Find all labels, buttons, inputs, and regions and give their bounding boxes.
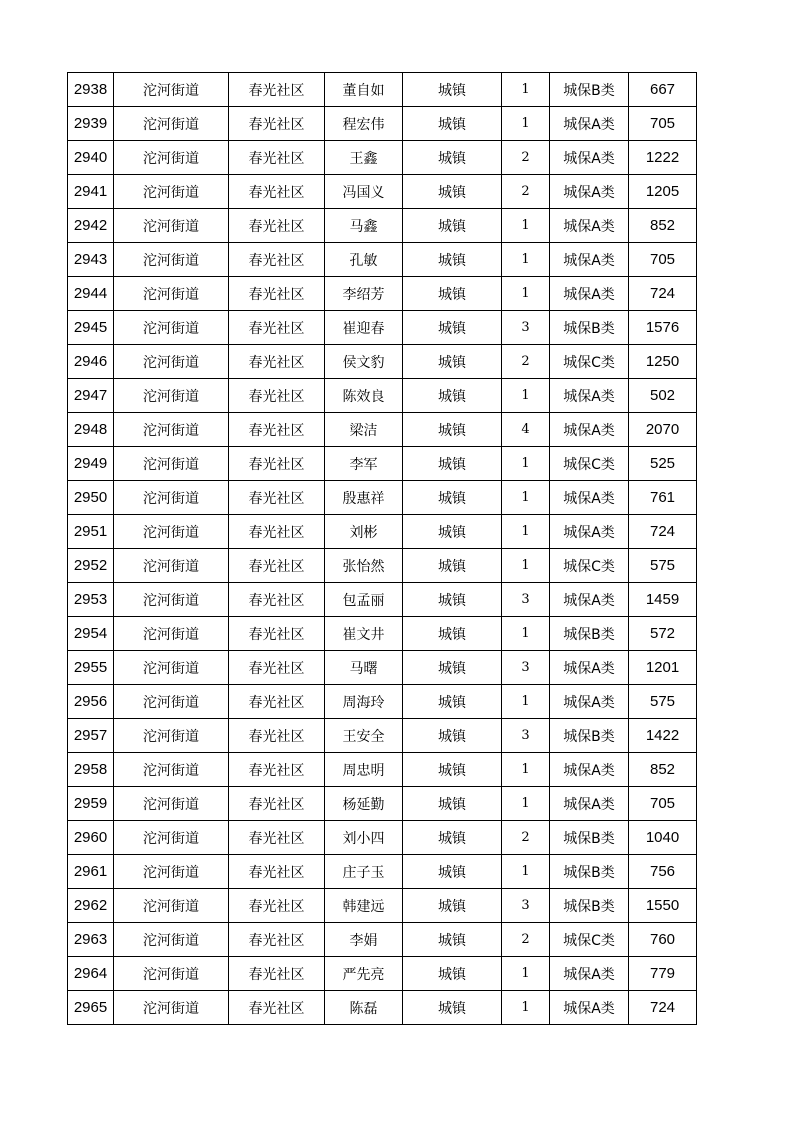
- community-cell: 春光社区: [229, 345, 325, 379]
- serial-number-cell: 2947: [68, 379, 114, 413]
- community-cell: 春光社区: [229, 515, 325, 549]
- community-cell: 春光社区: [229, 447, 325, 481]
- community-cell: 春光社区: [229, 753, 325, 787]
- table-row: [68, 889, 697, 923]
- community-cell: 春光社区: [229, 719, 325, 753]
- area-type-cell: 城镇: [403, 515, 502, 549]
- community-cell: 春光社区: [229, 923, 325, 957]
- community-cell: 春光社区: [229, 379, 325, 413]
- community-cell: 春光社区: [229, 821, 325, 855]
- household-size-cell: 2: [502, 141, 550, 175]
- area-type-cell: 城镇: [403, 413, 502, 447]
- table-row: [68, 787, 697, 821]
- name-cell: 李绍芳: [325, 277, 403, 311]
- subdistrict-cell: 沱河街道: [114, 447, 229, 481]
- household-size-cell: 2: [502, 821, 550, 855]
- subdistrict-cell: 沱河街道: [114, 719, 229, 753]
- amount-cell: 1222: [629, 141, 697, 175]
- subdistrict-cell: 沱河街道: [114, 685, 229, 719]
- community-cell: 春光社区: [229, 889, 325, 923]
- insurance-category-cell: 城保B类: [550, 73, 629, 107]
- name-cell: 殷惠祥: [325, 481, 403, 515]
- community-cell: 春光社区: [229, 617, 325, 651]
- household-size-cell: 1: [502, 685, 550, 719]
- household-size-cell: 1: [502, 209, 550, 243]
- household-size-cell: 1: [502, 107, 550, 141]
- serial-number-cell: 2955: [68, 651, 114, 685]
- subdistrict-cell: 沱河街道: [114, 481, 229, 515]
- amount-cell: 724: [629, 515, 697, 549]
- subdistrict-cell: 沱河街道: [114, 515, 229, 549]
- insurance-category-cell: 城保B类: [550, 311, 629, 345]
- subdistrict-cell: 沱河街道: [114, 243, 229, 277]
- serial-number-cell: 2958: [68, 753, 114, 787]
- subdistrict-cell: 沱河街道: [114, 651, 229, 685]
- insurance-category-cell: 城保A类: [550, 107, 629, 141]
- amount-cell: 852: [629, 209, 697, 243]
- insurance-category-cell: 城保A类: [550, 413, 629, 447]
- community-cell: 春光社区: [229, 685, 325, 719]
- amount-cell: 852: [629, 753, 697, 787]
- insurance-category-cell: 城保B类: [550, 719, 629, 753]
- name-cell: 陈效良: [325, 379, 403, 413]
- area-type-cell: 城镇: [403, 923, 502, 957]
- area-type-cell: 城镇: [403, 243, 502, 277]
- table-row: [68, 73, 697, 107]
- table-row: [68, 447, 697, 481]
- serial-number-cell: 2951: [68, 515, 114, 549]
- subdistrict-cell: 沱河街道: [114, 379, 229, 413]
- area-type-cell: 城镇: [403, 141, 502, 175]
- community-cell: 春光社区: [229, 413, 325, 447]
- serial-number-cell: 2944: [68, 277, 114, 311]
- table-row: [68, 175, 697, 209]
- household-size-cell: 1: [502, 617, 550, 651]
- subdistrict-cell: 沱河街道: [114, 277, 229, 311]
- community-cell: 春光社区: [229, 311, 325, 345]
- household-size-cell: 1: [502, 73, 550, 107]
- table-row: [68, 685, 697, 719]
- serial-number-cell: 2957: [68, 719, 114, 753]
- household-size-cell: 3: [502, 583, 550, 617]
- area-type-cell: 城镇: [403, 957, 502, 991]
- insurance-category-cell: 城保A类: [550, 481, 629, 515]
- serial-number-cell: 2950: [68, 481, 114, 515]
- name-cell: 孔敏: [325, 243, 403, 277]
- insurance-category-cell: 城保A类: [550, 787, 629, 821]
- household-size-cell: 2: [502, 923, 550, 957]
- area-type-cell: 城镇: [403, 549, 502, 583]
- insurance-category-cell: 城保B类: [550, 889, 629, 923]
- household-size-cell: 4: [502, 413, 550, 447]
- data-table: [67, 72, 697, 1025]
- name-cell: 陈磊: [325, 991, 403, 1025]
- community-cell: 春光社区: [229, 73, 325, 107]
- insurance-category-cell: 城保A类: [550, 209, 629, 243]
- name-cell: 崔迎春: [325, 311, 403, 345]
- serial-number-cell: 2949: [68, 447, 114, 481]
- amount-cell: 724: [629, 277, 697, 311]
- area-type-cell: 城镇: [403, 617, 502, 651]
- area-type-cell: 城镇: [403, 651, 502, 685]
- household-size-cell: 1: [502, 991, 550, 1025]
- subdistrict-cell: 沱河街道: [114, 141, 229, 175]
- name-cell: 程宏伟: [325, 107, 403, 141]
- amount-cell: 1550: [629, 889, 697, 923]
- table-row: [68, 345, 697, 379]
- community-cell: 春光社区: [229, 107, 325, 141]
- name-cell: 王安全: [325, 719, 403, 753]
- subdistrict-cell: 沱河街道: [114, 787, 229, 821]
- name-cell: 严先亮: [325, 957, 403, 991]
- amount-cell: 1576: [629, 311, 697, 345]
- household-size-cell: 1: [502, 379, 550, 413]
- insurance-category-cell: 城保A类: [550, 141, 629, 175]
- community-cell: 春光社区: [229, 549, 325, 583]
- insurance-category-cell: 城保A类: [550, 379, 629, 413]
- household-size-cell: 3: [502, 311, 550, 345]
- subdistrict-cell: 沱河街道: [114, 923, 229, 957]
- area-type-cell: 城镇: [403, 481, 502, 515]
- table-row: [68, 719, 697, 753]
- serial-number-cell: 2948: [68, 413, 114, 447]
- name-cell: 包孟丽: [325, 583, 403, 617]
- amount-cell: 572: [629, 617, 697, 651]
- area-type-cell: 城镇: [403, 209, 502, 243]
- amount-cell: 724: [629, 991, 697, 1025]
- serial-number-cell: 2964: [68, 957, 114, 991]
- serial-number-cell: 2959: [68, 787, 114, 821]
- amount-cell: 1250: [629, 345, 697, 379]
- household-size-cell: 1: [502, 481, 550, 515]
- subdistrict-cell: 沱河街道: [114, 617, 229, 651]
- community-cell: 春光社区: [229, 481, 325, 515]
- household-size-cell: 2: [502, 345, 550, 379]
- household-size-cell: 1: [502, 277, 550, 311]
- insurance-category-cell: 城保C类: [550, 923, 629, 957]
- amount-cell: 2070: [629, 413, 697, 447]
- serial-number-cell: 2954: [68, 617, 114, 651]
- household-size-cell: 3: [502, 719, 550, 753]
- serial-number-cell: 2956: [68, 685, 114, 719]
- name-cell: 李军: [325, 447, 403, 481]
- name-cell: 梁洁: [325, 413, 403, 447]
- insurance-category-cell: 城保A类: [550, 685, 629, 719]
- serial-number-cell: 2962: [68, 889, 114, 923]
- area-type-cell: 城镇: [403, 855, 502, 889]
- serial-number-cell: 2961: [68, 855, 114, 889]
- household-size-cell: 1: [502, 549, 550, 583]
- amount-cell: 1459: [629, 583, 697, 617]
- household-size-cell: 3: [502, 889, 550, 923]
- amount-cell: 1422: [629, 719, 697, 753]
- household-size-cell: 1: [502, 243, 550, 277]
- household-size-cell: 1: [502, 515, 550, 549]
- serial-number-cell: 2943: [68, 243, 114, 277]
- table-row: [68, 651, 697, 685]
- community-cell: 春光社区: [229, 651, 325, 685]
- community-cell: 春光社区: [229, 277, 325, 311]
- table-row: [68, 753, 697, 787]
- area-type-cell: 城镇: [403, 311, 502, 345]
- area-type-cell: 城镇: [403, 719, 502, 753]
- area-type-cell: 城镇: [403, 73, 502, 107]
- serial-number-cell: 2945: [68, 311, 114, 345]
- table-row: [68, 991, 697, 1025]
- insurance-category-cell: 城保A类: [550, 957, 629, 991]
- amount-cell: 705: [629, 107, 697, 141]
- area-type-cell: 城镇: [403, 379, 502, 413]
- subdistrict-cell: 沱河街道: [114, 209, 229, 243]
- community-cell: 春光社区: [229, 855, 325, 889]
- table-row: [68, 855, 697, 889]
- table-row: [68, 481, 697, 515]
- subdistrict-cell: 沱河街道: [114, 345, 229, 379]
- subdistrict-cell: 沱河街道: [114, 175, 229, 209]
- insurance-category-cell: 城保A类: [550, 583, 629, 617]
- household-size-cell: 3: [502, 651, 550, 685]
- table-row: [68, 107, 697, 141]
- name-cell: 杨延勤: [325, 787, 403, 821]
- community-cell: 春光社区: [229, 583, 325, 617]
- subdistrict-cell: 沱河街道: [114, 821, 229, 855]
- amount-cell: 1201: [629, 651, 697, 685]
- table-row: [68, 583, 697, 617]
- name-cell: 马曙: [325, 651, 403, 685]
- area-type-cell: 城镇: [403, 889, 502, 923]
- table-row: [68, 617, 697, 651]
- amount-cell: 756: [629, 855, 697, 889]
- serial-number-cell: 2953: [68, 583, 114, 617]
- table-row: [68, 549, 697, 583]
- area-type-cell: 城镇: [403, 821, 502, 855]
- name-cell: 韩建远: [325, 889, 403, 923]
- name-cell: 李娟: [325, 923, 403, 957]
- area-type-cell: 城镇: [403, 345, 502, 379]
- table-row: [68, 209, 697, 243]
- area-type-cell: 城镇: [403, 447, 502, 481]
- subdistrict-cell: 沱河街道: [114, 311, 229, 345]
- name-cell: 周海玲: [325, 685, 403, 719]
- amount-cell: 667: [629, 73, 697, 107]
- serial-number-cell: 2939: [68, 107, 114, 141]
- area-type-cell: 城镇: [403, 685, 502, 719]
- community-cell: 春光社区: [229, 991, 325, 1025]
- area-type-cell: 城镇: [403, 991, 502, 1025]
- subdistrict-cell: 沱河街道: [114, 855, 229, 889]
- serial-number-cell: 2941: [68, 175, 114, 209]
- table-row: [68, 379, 697, 413]
- insurance-category-cell: 城保A类: [550, 175, 629, 209]
- amount-cell: 575: [629, 685, 697, 719]
- serial-number-cell: 2938: [68, 73, 114, 107]
- household-size-cell: 1: [502, 855, 550, 889]
- name-cell: 周忠明: [325, 753, 403, 787]
- table-row: [68, 515, 697, 549]
- insurance-category-cell: 城保A类: [550, 515, 629, 549]
- subdistrict-cell: 沱河街道: [114, 991, 229, 1025]
- community-cell: 春光社区: [229, 787, 325, 821]
- name-cell: 马鑫: [325, 209, 403, 243]
- name-cell: 王鑫: [325, 141, 403, 175]
- area-type-cell: 城镇: [403, 175, 502, 209]
- community-cell: 春光社区: [229, 175, 325, 209]
- name-cell: 张怡然: [325, 549, 403, 583]
- name-cell: 侯文豹: [325, 345, 403, 379]
- area-type-cell: 城镇: [403, 753, 502, 787]
- table-row: [68, 923, 697, 957]
- subdistrict-cell: 沱河街道: [114, 73, 229, 107]
- insurance-category-cell: 城保C类: [550, 549, 629, 583]
- household-size-cell: 2: [502, 175, 550, 209]
- area-type-cell: 城镇: [403, 787, 502, 821]
- serial-number-cell: 2940: [68, 141, 114, 175]
- insurance-category-cell: 城保A类: [550, 991, 629, 1025]
- table-row: [68, 243, 697, 277]
- amount-cell: 761: [629, 481, 697, 515]
- name-cell: 刘小四: [325, 821, 403, 855]
- community-cell: 春光社区: [229, 209, 325, 243]
- table-body: [68, 73, 697, 1025]
- insurance-category-cell: 城保A类: [550, 277, 629, 311]
- serial-number-cell: 2952: [68, 549, 114, 583]
- amount-cell: 705: [629, 243, 697, 277]
- name-cell: 刘彬: [325, 515, 403, 549]
- insurance-category-cell: 城保A类: [550, 243, 629, 277]
- insurance-category-cell: 城保A类: [550, 651, 629, 685]
- subdistrict-cell: 沱河街道: [114, 413, 229, 447]
- household-size-cell: 1: [502, 753, 550, 787]
- table-row: [68, 821, 697, 855]
- amount-cell: 502: [629, 379, 697, 413]
- name-cell: 冯国义: [325, 175, 403, 209]
- area-type-cell: 城镇: [403, 107, 502, 141]
- insurance-category-cell: 城保B类: [550, 855, 629, 889]
- household-size-cell: 1: [502, 447, 550, 481]
- subdistrict-cell: 沱河街道: [114, 549, 229, 583]
- community-cell: 春光社区: [229, 957, 325, 991]
- subdistrict-cell: 沱河街道: [114, 957, 229, 991]
- name-cell: 庄子玉: [325, 855, 403, 889]
- serial-number-cell: 2963: [68, 923, 114, 957]
- table-row: [68, 277, 697, 311]
- subdistrict-cell: 沱河街道: [114, 889, 229, 923]
- insurance-category-cell: 城保A类: [550, 753, 629, 787]
- amount-cell: 525: [629, 447, 697, 481]
- name-cell: 董自如: [325, 73, 403, 107]
- insurance-category-cell: 城保C类: [550, 345, 629, 379]
- serial-number-cell: 2942: [68, 209, 114, 243]
- community-cell: 春光社区: [229, 243, 325, 277]
- table-row: [68, 413, 697, 447]
- table-row: [68, 957, 697, 991]
- table-row: [68, 141, 697, 175]
- name-cell: 崔文井: [325, 617, 403, 651]
- insurance-category-cell: 城保C类: [550, 447, 629, 481]
- community-cell: 春光社区: [229, 141, 325, 175]
- amount-cell: 779: [629, 957, 697, 991]
- area-type-cell: 城镇: [403, 277, 502, 311]
- household-size-cell: 1: [502, 787, 550, 821]
- serial-number-cell: 2960: [68, 821, 114, 855]
- household-size-cell: 1: [502, 957, 550, 991]
- serial-number-cell: 2965: [68, 991, 114, 1025]
- subdistrict-cell: 沱河街道: [114, 753, 229, 787]
- amount-cell: 575: [629, 549, 697, 583]
- serial-number-cell: 2946: [68, 345, 114, 379]
- amount-cell: 760: [629, 923, 697, 957]
- amount-cell: 1205: [629, 175, 697, 209]
- subdistrict-cell: 沱河街道: [114, 583, 229, 617]
- amount-cell: 705: [629, 787, 697, 821]
- area-type-cell: 城镇: [403, 583, 502, 617]
- table-row: [68, 311, 697, 345]
- subdistrict-cell: 沱河街道: [114, 107, 229, 141]
- amount-cell: 1040: [629, 821, 697, 855]
- insurance-category-cell: 城保B类: [550, 821, 629, 855]
- insurance-category-cell: 城保B类: [550, 617, 629, 651]
